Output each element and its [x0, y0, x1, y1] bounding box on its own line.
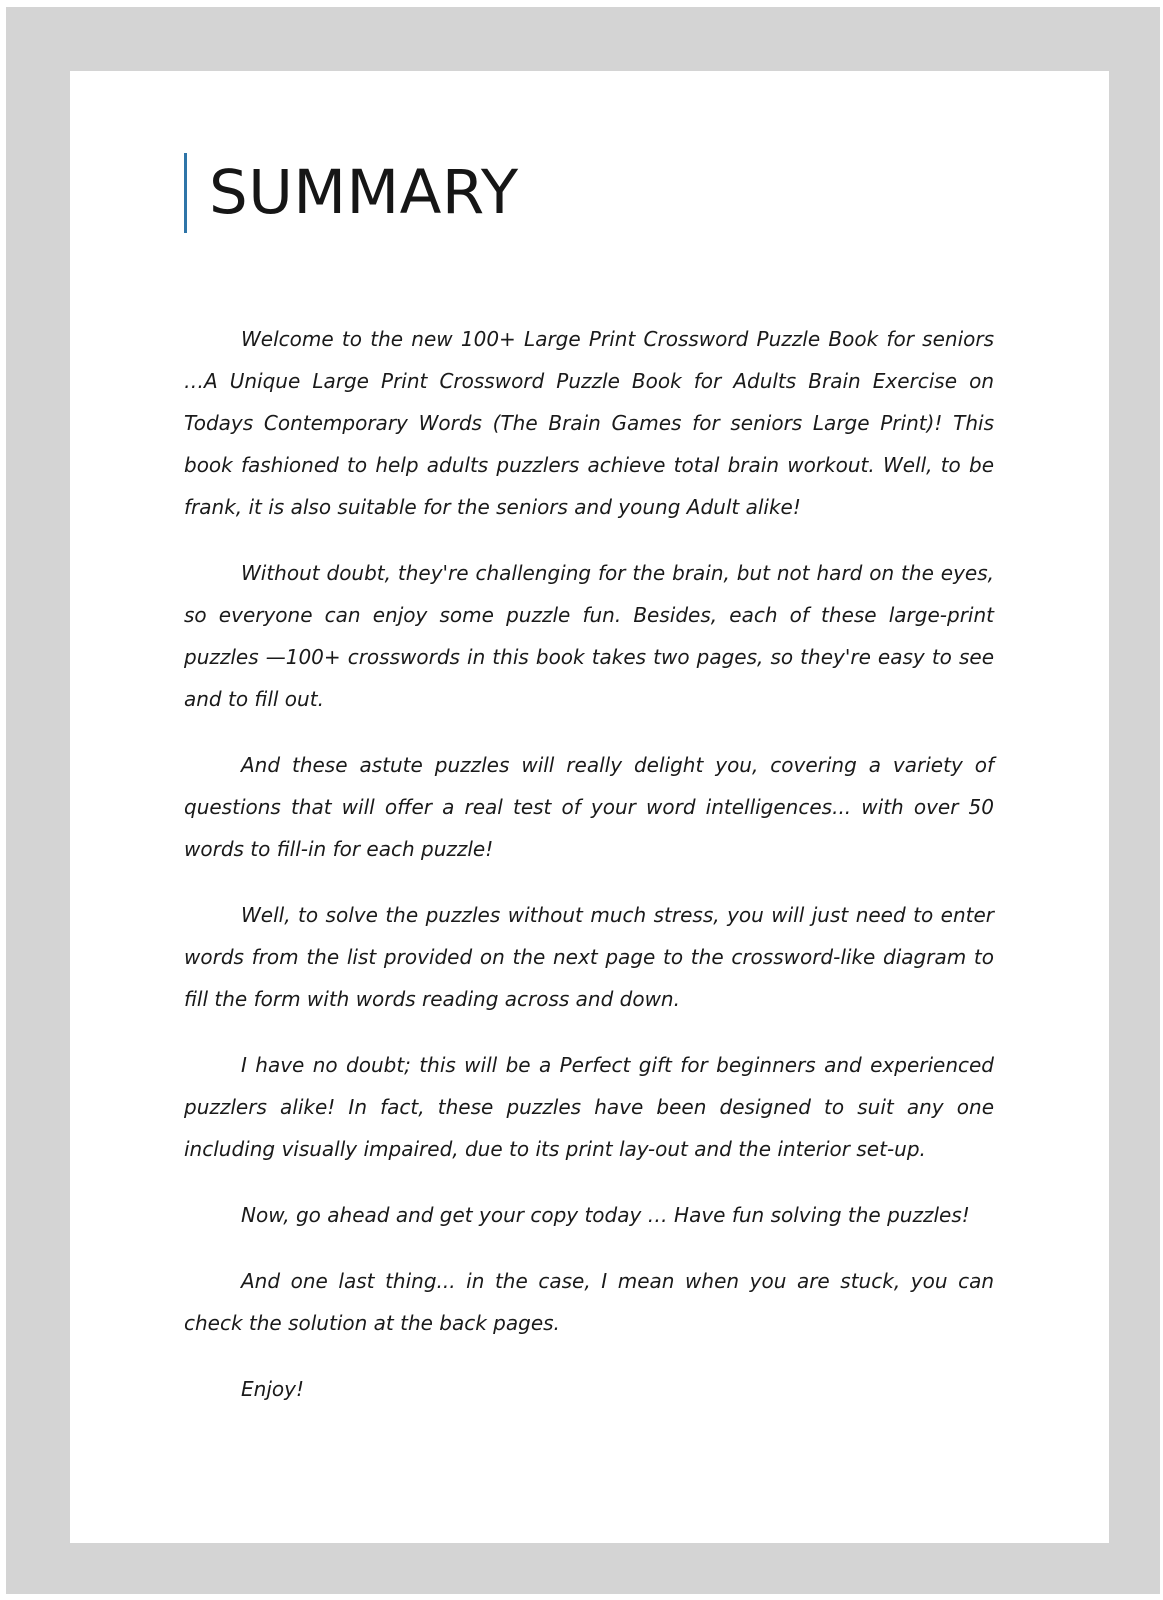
paragraph-welcome: Welcome to the new 100+ Large Print Crossword Puzzle Book for seniors …A Unique Large Print Crossword Puzzle Book for Adults Brain Exercise on Todays Contemporary Words (The Brain Games for seniors Large Print)! This book fashioned to help adults puzzlers achieve total brain workout. Well, to be frank, it is also suitable for the seniors and young Adult alike! [184, 327, 994, 519]
page-frame [6, 7, 1160, 1594]
title-accent-bar [184, 153, 187, 233]
paragraph-enjoy: Enjoy! [241, 1377, 304, 1401]
paragraph-without-doubt: Without doubt, they're challenging for the brain, but not hard on the eyes, so everyone can enjoy some puzzle fun. Besides, each of these large-print puzzles —100+ crosswords in this book takes two pages, so they're easy to see and to fill out. [184, 561, 994, 711]
paragraph-get-copy: Now, go ahead and get your copy today … Have fun solving the puzzles! [241, 1203, 970, 1227]
paragraph-astute-puzzles: And these astute puzzles will really delight you, covering a variety of questions that will offer a real test of your word intelligences... with over 50 words to fill-in for each puzzle! [184, 753, 994, 861]
summary-body [184, 318, 994, 1434]
paragraph-last-thing: And one last thing... in the case, I mean when you are stuck, you can check the solution at the back pages. [184, 1269, 994, 1335]
page-title: SUMMARY [209, 157, 519, 228]
paragraph-perfect-gift: I have no doubt; this will be a Perfect gift for beginners and experienced puzzlers alike! In fact, these puzzles have been designed to suit any one including visually impaired, due to its print lay-out and the interior set-up. [184, 1053, 994, 1161]
document-page [70, 71, 1109, 1543]
paragraph-how-to-solve: Well, to solve the puzzles without much stress, you will just need to enter words from the list provided on the next page to the crossword-like diagram to fill the form with words reading across and down. [184, 903, 994, 1011]
